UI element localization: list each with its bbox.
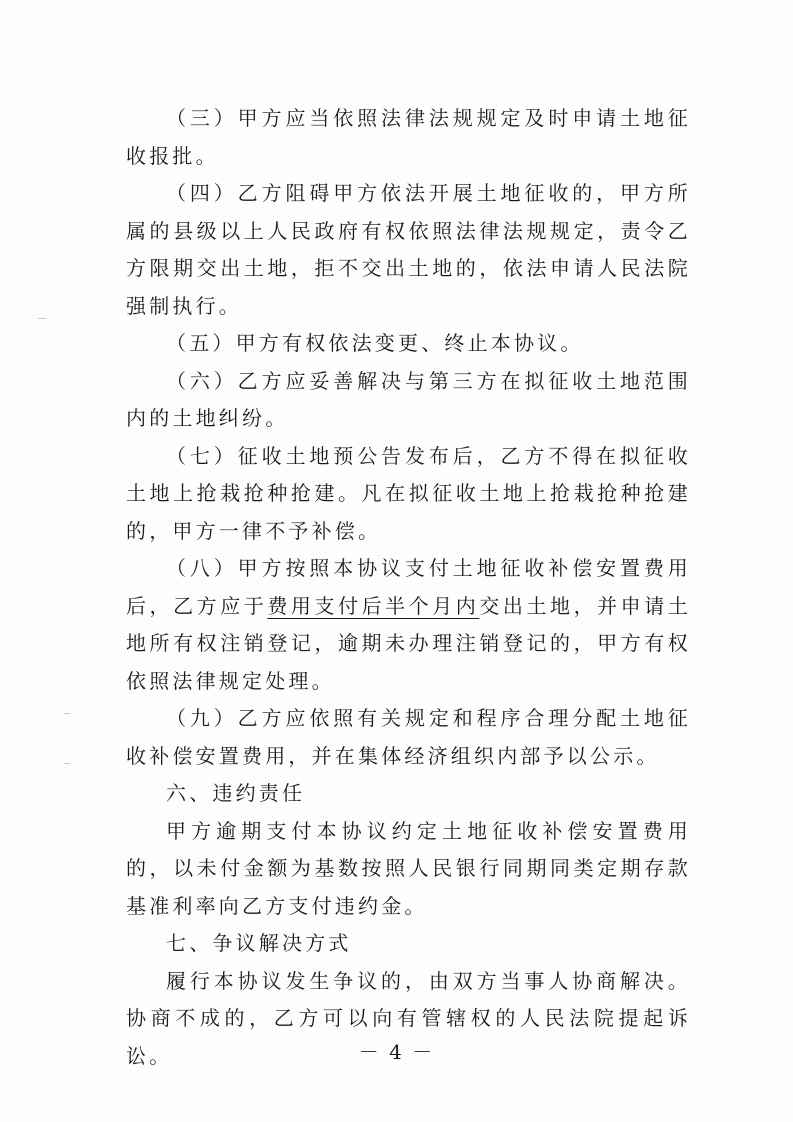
- clause-9: （九）乙方应依照有关规定和程序合理分配土地征收补偿安置费用，并在集体经济组织内部予以公示。: [126, 706, 691, 768]
- clause-3: （三）甲方应当依照法律法规规定及时申请土地征收报批。: [126, 106, 691, 168]
- clause-5: （五）甲方有权依法变更、终止本协议。: [166, 331, 584, 355]
- clause-8-text-after: 交出土地，并申请土地所有权注销登记，逾期未办理注销登记的，甲方有权依照法律规定处理。: [126, 593, 691, 693]
- document-body: [126, 100, 691, 1075]
- clause-4: （四）乙方阻碍甲方依法开展土地征收的，甲方所属的县级以上人民政府有权依照法律法规规定，责令乙方限期交出土地，拒不交出土地的，依法申请人民法院强制执行。: [126, 181, 691, 318]
- clause-8-text-before: （八）甲方按照本协议支付土地征收补偿安置费用后，乙方应于: [126, 556, 691, 618]
- dispute-resolution-text: 履行本协议发生争议的，由双方当事人协商解决。协商不成的，乙方可以向有管辖权的人民法院提起诉讼。: [126, 968, 691, 1068]
- clause-8-underlined-text: 费用支付后半个月内: [267, 593, 480, 618]
- clause-7: （七）征收土地预公告发布后，乙方不得在拟征收土地上抢栽抢种抢建。凡在拟征收土地上抢栽抢种抢建的，甲方一律不予补偿。: [126, 443, 691, 543]
- page-number: － 4 －: [358, 1040, 435, 1064]
- clause-6: （六）乙方应妥善解决与第三方在拟征收土地范围内的土地纠纷。: [126, 368, 691, 430]
- scan-mark: [64, 763, 70, 764]
- breach-liability-text: 甲方逾期支付本协议约定土地征收补偿安置费用的，以未付金额为基数按照人民银行同期同类定期存款基准利率向乙方支付违约金。: [126, 818, 691, 918]
- section-heading-breach-liability: 六、违约责任: [166, 781, 306, 805]
- section-heading-dispute-resolution: 七、争议解决方式: [166, 931, 352, 955]
- clause-8: [126, 550, 691, 700]
- scan-mark: [64, 713, 70, 714]
- scan-mark: [38, 318, 46, 319]
